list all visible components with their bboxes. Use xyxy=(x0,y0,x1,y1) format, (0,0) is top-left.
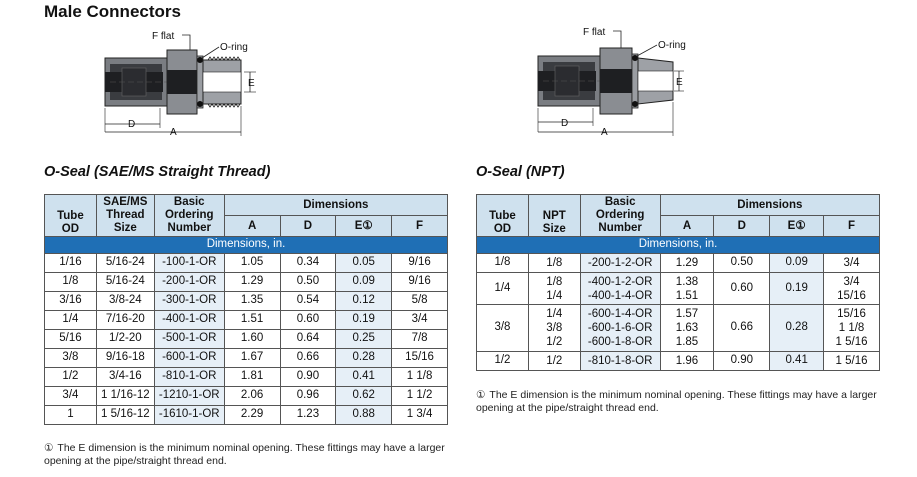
ordering-number-cell: -300-1-OR xyxy=(154,292,224,311)
table-row xyxy=(45,330,448,349)
npt-dim-a-cell-line: 1.96 xyxy=(675,354,699,367)
ordering-number-cell: -100-1-OR xyxy=(154,254,224,273)
npt-ordering-number-cell-line: -600-1-6-OR xyxy=(587,321,653,334)
header-a: A xyxy=(224,216,280,237)
table-row xyxy=(45,311,448,330)
a-dimension-label: A xyxy=(170,127,177,138)
dim-a-cell: 2.29 xyxy=(224,406,280,425)
npt-dim-f-cell xyxy=(824,351,880,370)
npt-dim-a-cell xyxy=(660,351,714,370)
npt-header-a: A xyxy=(660,216,714,237)
npt-header-f: F xyxy=(824,216,880,237)
npt-size-cell xyxy=(528,254,580,273)
page-title: Male Connectors xyxy=(44,2,181,21)
header-ordering-number: Basic Ordering Number xyxy=(154,195,224,237)
npt-dim-a-cell-line: 1.63 xyxy=(675,321,699,334)
npt-ordering-number-cell-line: -400-1-4-OR xyxy=(587,289,653,302)
dim-d-cell: 0.66 xyxy=(280,349,336,368)
dim-a-cell: 1.81 xyxy=(224,368,280,387)
table-row xyxy=(45,273,448,292)
e-dimension-label: E xyxy=(248,78,255,89)
thread-size-cell: 1 1/16-12 xyxy=(96,387,154,406)
npt-tube-od-cell: 1/8 xyxy=(477,254,529,273)
tube-od-cell: 1/2 xyxy=(45,368,97,387)
npt-dim-f-cell xyxy=(824,305,880,352)
npt-ordering-number-cell-line: -600-1-4-OR xyxy=(587,307,653,320)
npt-section-title: O-Seal (NPT) xyxy=(476,164,565,180)
thread-size-cell: 1/2-20 xyxy=(96,330,154,349)
thread-size-cell: 3/4-16 xyxy=(96,368,154,387)
ordering-number-cell: -500-1-OR xyxy=(154,330,224,349)
npt-table xyxy=(476,194,880,371)
table-row xyxy=(45,368,448,387)
dim-a-cell: 1.29 xyxy=(224,273,280,292)
dim-f-cell: 1 1/8 xyxy=(392,368,448,387)
f-flat-label: F flat xyxy=(152,31,175,42)
npt-size-cell xyxy=(528,351,580,370)
footnote-marker: ① xyxy=(44,442,54,454)
npt-size-cell-line: 1/8 xyxy=(546,257,563,269)
npt-size-cell xyxy=(528,305,580,352)
npt-footnote-marker: ① xyxy=(476,389,486,401)
d-dimension-label: D xyxy=(128,119,136,130)
dim-a-cell: 1.05 xyxy=(224,254,280,273)
npt-ordering-number-cell xyxy=(580,351,660,370)
table-row xyxy=(477,351,880,370)
npt-dim-d-cell: 0.50 xyxy=(714,254,770,273)
npt-dimensions-unit-label: Dimensions, in. xyxy=(477,237,880,254)
npt-header-d: D xyxy=(714,216,770,237)
dim-f-cell: 9/16 xyxy=(392,254,448,273)
tube-od-cell: 3/16 xyxy=(45,292,97,311)
npt-dim-f-cell xyxy=(824,254,880,273)
thread-size-cell: 1 5/16-12 xyxy=(96,406,154,425)
npt-dim-d-cell: 0.60 xyxy=(714,273,770,305)
npt-dim-e-cell: 0.09 xyxy=(770,254,824,273)
header-d: D xyxy=(280,216,336,237)
table-row xyxy=(45,406,448,425)
npt-size-cell-line: 1/4 xyxy=(546,289,563,302)
dim-e-cell: 0.88 xyxy=(336,406,392,425)
dim-a-cell: 2.06 xyxy=(224,387,280,406)
dim-f-cell: 3/4 xyxy=(392,311,448,330)
f-flat-label-npt: F flat xyxy=(583,27,606,38)
straight-thread-section-title: O-Seal (SAE/MS Straight Thread) xyxy=(44,164,271,180)
npt-connector-diagram xyxy=(533,22,693,140)
npt-dim-f-cell-line: 15/16 xyxy=(837,307,866,320)
dim-e-cell: 0.28 xyxy=(336,349,392,368)
dim-a-cell: 1.35 xyxy=(224,292,280,311)
npt-dim-a-cell xyxy=(660,273,714,305)
npt-dim-a-cell xyxy=(660,254,714,273)
tube-od-cell: 3/4 xyxy=(45,387,97,406)
dimensions-unit-band xyxy=(45,237,448,254)
tube-od-cell: 5/16 xyxy=(45,330,97,349)
npt-dim-f-cell-line: 1 5/16 xyxy=(835,335,868,348)
ordering-number-cell: -200-1-OR xyxy=(154,273,224,292)
header-e: E① xyxy=(336,216,392,237)
npt-tube-od-cell: 3/8 xyxy=(477,305,529,352)
npt-dim-a-cell xyxy=(660,305,714,352)
dim-f-cell: 5/8 xyxy=(392,292,448,311)
ordering-number-cell: -400-1-OR xyxy=(154,311,224,330)
npt-dim-a-cell-line: 1.57 xyxy=(675,307,699,320)
thread-size-cell: 3/8-24 xyxy=(96,292,154,311)
ordering-number-cell: -1210-1-OR xyxy=(154,387,224,406)
npt-ordering-number-cell-line: -600-1-8-OR xyxy=(587,335,653,348)
npt-size-cell-line: 1/8 xyxy=(546,275,563,288)
e-dimension-label-npt: E xyxy=(676,77,683,88)
tube-od-cell: 1 xyxy=(45,406,97,425)
thread-size-cell: 5/16-24 xyxy=(96,273,154,292)
dim-e-cell: 0.62 xyxy=(336,387,392,406)
dim-f-cell: 7/8 xyxy=(392,330,448,349)
npt-dim-e-cell: 0.19 xyxy=(770,273,824,305)
npt-dim-f-cell-line: 1 1/8 xyxy=(838,321,865,334)
npt-dim-d-cell: 0.66 xyxy=(714,305,770,352)
dim-d-cell: 1.23 xyxy=(280,406,336,425)
straight-thread-connector-drawing xyxy=(100,28,265,140)
npt-ordering-number-cell-line: -200-1-2-OR xyxy=(587,257,653,269)
dim-a-cell: 1.67 xyxy=(224,349,280,368)
npt-size-cell-line: 1/2 xyxy=(546,335,563,348)
header-dimensions: Dimensions xyxy=(224,195,447,216)
o-ring-label-npt: O-ring xyxy=(658,40,686,51)
dim-e-cell: 0.19 xyxy=(336,311,392,330)
thread-size-cell: 5/16-24 xyxy=(96,254,154,273)
table-row xyxy=(477,254,880,273)
header-thread-size: SAE/MS Thread Size xyxy=(96,195,154,237)
dim-e-cell: 0.12 xyxy=(336,292,392,311)
dim-a-cell: 1.51 xyxy=(224,311,280,330)
tube-od-cell: 1/16 xyxy=(45,254,97,273)
dim-d-cell: 0.50 xyxy=(280,273,336,292)
table-row xyxy=(477,273,880,305)
dim-f-cell: 1 3/4 xyxy=(392,406,448,425)
dim-d-cell: 0.96 xyxy=(280,387,336,406)
npt-dim-a-cell-line: 1.38 xyxy=(675,275,699,288)
header-f: F xyxy=(392,216,448,237)
npt-dim-d-cell: 0.90 xyxy=(714,351,770,370)
npt-header-dimensions: Dimensions xyxy=(660,195,879,216)
npt-ordering-number-cell xyxy=(580,273,660,305)
straight-thread-footnote xyxy=(44,442,452,468)
npt-dim-f-cell xyxy=(824,273,880,305)
dim-d-cell: 0.34 xyxy=(280,254,336,273)
npt-dim-a-cell-line: 1.85 xyxy=(675,335,699,348)
straight-thread-table xyxy=(44,194,448,425)
npt-footnote-text: The E dimension is the minimum nominal opening. These fittings may have a larger opening at the pipe/straight thread end. xyxy=(476,389,877,414)
npt-header-ordering-number: Basic Ordering Number xyxy=(580,195,660,237)
dim-d-cell: 0.54 xyxy=(280,292,336,311)
npt-tube-od-cell: 1/4 xyxy=(477,273,529,305)
dim-e-cell: 0.05 xyxy=(336,254,392,273)
npt-header-thread-size: NPT Size xyxy=(528,195,580,237)
footnote-text: The E dimension is the minimum nominal opening. These fittings may have a larger opening at the pipe/straight thread end. xyxy=(44,442,445,467)
npt-dim-f-cell-line: 3/4 xyxy=(843,275,860,288)
dim-d-cell: 0.90 xyxy=(280,368,336,387)
dim-f-cell: 15/16 xyxy=(392,349,448,368)
npt-dim-f-cell-line: 15/16 xyxy=(837,289,866,302)
npt-size-cell-line: 3/8 xyxy=(546,321,563,334)
npt-footnote xyxy=(476,389,896,415)
tube-od-cell: 1/4 xyxy=(45,311,97,330)
table-row xyxy=(45,292,448,311)
d-dimension-label-npt: D xyxy=(561,118,569,129)
table-row xyxy=(45,387,448,406)
dim-d-cell: 0.64 xyxy=(280,330,336,349)
ordering-number-cell: -810-1-OR xyxy=(154,368,224,387)
header-tube-od: Tube OD xyxy=(45,195,97,237)
npt-dim-f-cell-line: 3/4 xyxy=(843,257,860,269)
thread-size-cell: 7/16-20 xyxy=(96,311,154,330)
table-row xyxy=(45,349,448,368)
npt-dim-f-cell-line: 1 5/16 xyxy=(835,354,868,367)
npt-dimensions-unit-band xyxy=(477,237,880,254)
npt-size-cell xyxy=(528,273,580,305)
npt-dim-a-cell-line: 1.29 xyxy=(675,257,699,269)
o-ring-label: O-ring xyxy=(220,42,248,53)
table-row xyxy=(45,254,448,273)
tube-od-cell: 3/8 xyxy=(45,349,97,368)
npt-ordering-number-cell xyxy=(580,305,660,352)
ordering-number-cell: -1610-1-OR xyxy=(154,406,224,425)
npt-header-tube-od: Tube OD xyxy=(477,195,529,237)
dim-e-cell: 0.25 xyxy=(336,330,392,349)
npt-ordering-number-cell-line: -810-1-8-OR xyxy=(587,354,653,367)
a-dimension-label-npt: A xyxy=(601,127,608,138)
npt-size-cell-line: 1/2 xyxy=(546,354,563,367)
npt-tube-od-cell: 1/2 xyxy=(477,351,529,370)
npt-header-e: E① xyxy=(770,216,824,237)
dim-f-cell: 1 1/2 xyxy=(392,387,448,406)
dim-e-cell: 0.41 xyxy=(336,368,392,387)
npt-dim-a-cell-line: 1.51 xyxy=(675,289,699,302)
npt-connector-drawing xyxy=(533,22,693,140)
thread-size-cell: 9/16-18 xyxy=(96,349,154,368)
ordering-number-cell: -600-1-OR xyxy=(154,349,224,368)
npt-ordering-number-cell xyxy=(580,254,660,273)
dim-f-cell: 9/16 xyxy=(392,273,448,292)
dim-d-cell: 0.60 xyxy=(280,311,336,330)
tube-od-cell: 1/8 xyxy=(45,273,97,292)
npt-dim-e-cell: 0.41 xyxy=(770,351,824,370)
npt-size-cell-line: 1/4 xyxy=(546,307,563,320)
npt-ordering-number-cell-line: -400-1-2-OR xyxy=(587,275,653,288)
dim-a-cell: 1.60 xyxy=(224,330,280,349)
dim-e-cell: 0.09 xyxy=(336,273,392,292)
straight-thread-connector-diagram xyxy=(100,28,265,140)
npt-dim-e-cell: 0.28 xyxy=(770,305,824,352)
dimensions-unit-label: Dimensions, in. xyxy=(45,237,448,254)
table-row xyxy=(477,305,880,352)
